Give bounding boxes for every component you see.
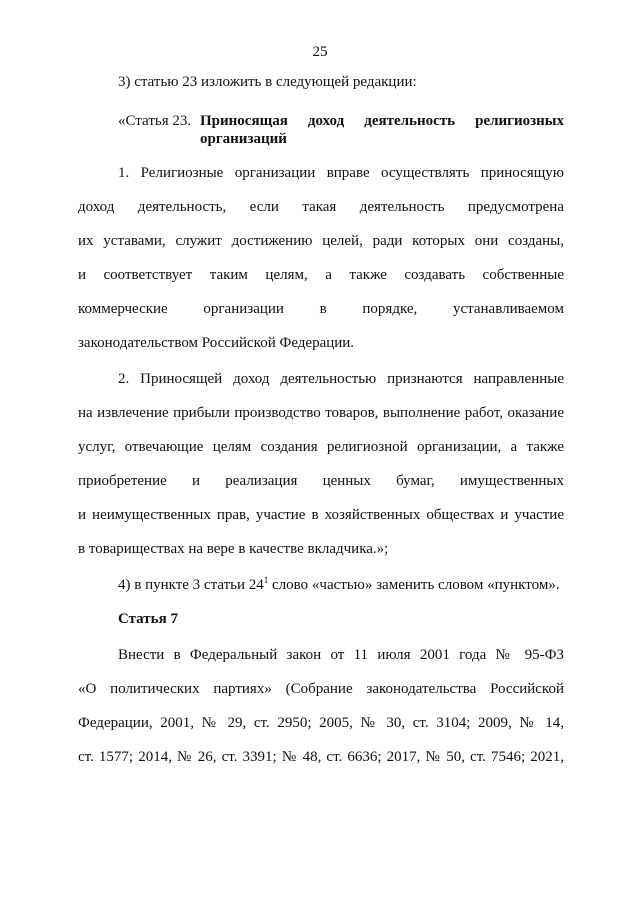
item3-intro: 3) статью 23 изложить в следующей редакции: bbox=[118, 74, 417, 90]
para2-line: в товариществах на вере в качестве вкладчика.»; bbox=[78, 541, 389, 557]
para2-line: и неимущественных прав, участие в хозяйственных обществах и участие bbox=[78, 507, 564, 523]
article7-heading: Статья 7 bbox=[118, 611, 178, 627]
item4-line bbox=[118, 575, 564, 595]
para1-line: законодательством Российской Федерации. bbox=[78, 335, 355, 351]
item4-text-after: слово «частью» заменить словом «пунктом». bbox=[268, 577, 560, 593]
para2-line: приобретение и реализация ценных бумаг, имущественных bbox=[78, 473, 564, 489]
article23-title-line1: Приносящая доход деятельность религиозных bbox=[200, 113, 564, 129]
para2-line: услуг, отвечающие целям создания религиозной организации, а также bbox=[78, 439, 564, 455]
para2-line: на извлечение прибыли производство товаров, выполнение работ, оказание bbox=[78, 405, 564, 421]
para1-line: 1. Религиозные организации вправе осуществлять приносящую bbox=[118, 165, 564, 181]
para1-line: их уставами, служит достижению целей, ради которых они созданы, bbox=[78, 233, 564, 249]
para1-line: доход деятельность, если такая деятельность предусмотрена bbox=[78, 199, 564, 215]
page-number: 25 bbox=[312, 44, 328, 60]
item4-superscript: 1 bbox=[263, 575, 269, 585]
para1-line: коммерческие организации в порядке, устанавливаемом bbox=[78, 301, 564, 317]
para2-line: 2. Приносящей доход деятельностью признаются направленные bbox=[118, 371, 564, 387]
article23-title-line2: организаций bbox=[200, 131, 287, 147]
para1-line: и соответствует таким целям, а также создавать собственные bbox=[78, 267, 564, 283]
article7-line: ст. 1577; 2014, № 26, ст. 3391; № 48, ст. 6636; 2017, № 50, ст. 7546; 2021, bbox=[78, 749, 564, 765]
article7-line: «О политических партиях» (Собрание законодательства Российской bbox=[78, 681, 564, 697]
item4-text-before: 4) в пункте 3 статьи 24 bbox=[118, 577, 264, 593]
article23-label: «Статья 23. bbox=[118, 113, 192, 129]
article7-line: Внести в Федеральный закон от 11 июля 2001 года № 95-ФЗ bbox=[118, 647, 564, 663]
article7-line: Федерации, 2001, № 29, ст. 2950; 2005, № 30, ст. 3104; 2009, № 14, bbox=[78, 715, 564, 731]
